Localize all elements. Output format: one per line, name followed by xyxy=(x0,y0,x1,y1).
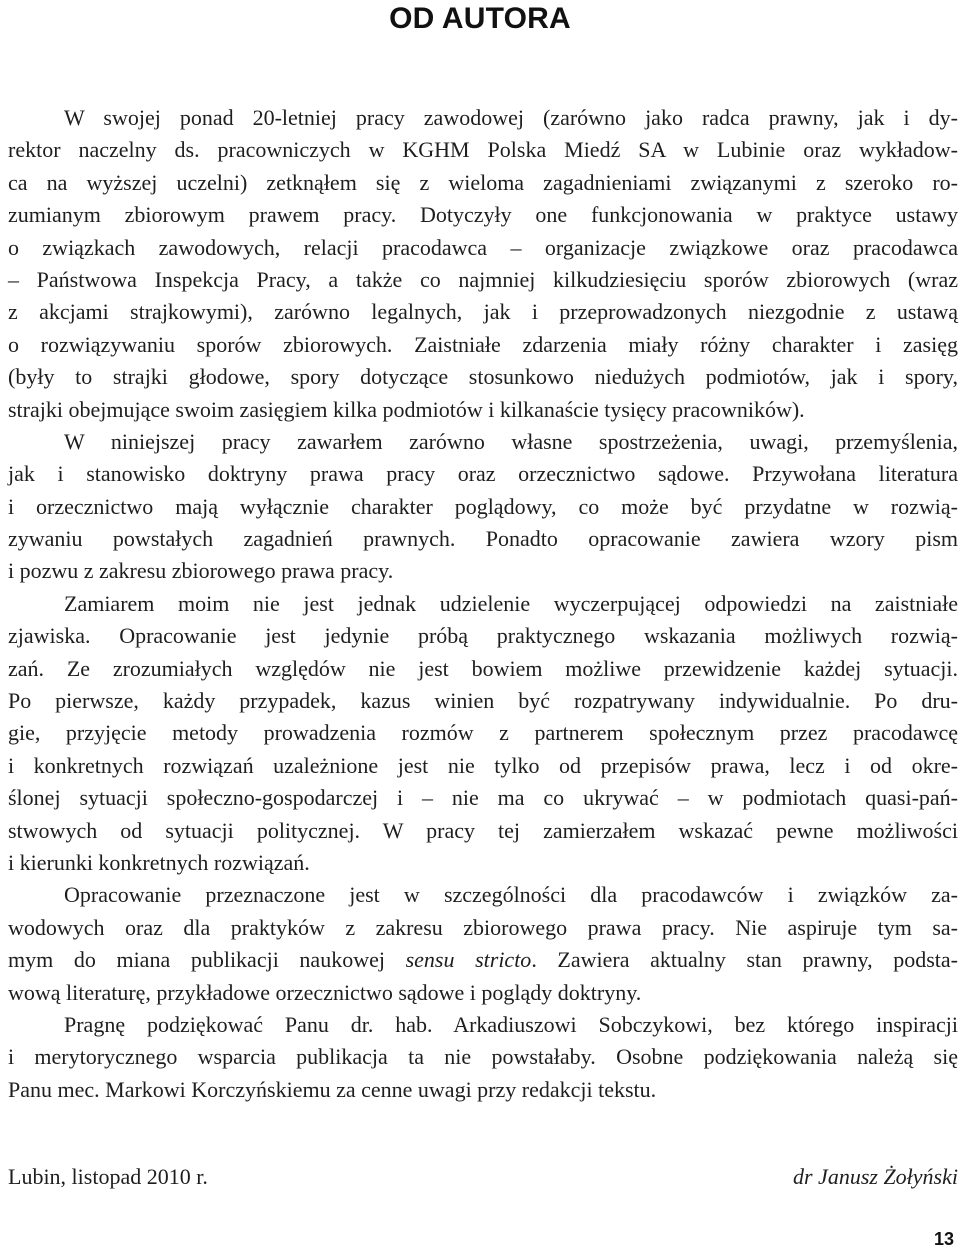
paragraph xyxy=(8,426,958,588)
text-line: Opracowanie przeznaczone jest w szczególności dla pracodawców i związków za- xyxy=(64,882,958,908)
text-line: jak i stanowisko doktryny prawa pracy oraz orzecznictwo sądowe. Przywołana literatura xyxy=(8,461,958,487)
text-line: i pozwu z zakresu zbiorowego prawa pracy. xyxy=(8,558,394,584)
text-line: ślonej sytuacji społeczno-gospodarczej i – nie ma co ukrywać – w podmiotach quasi-pań- xyxy=(8,785,958,811)
text-line: – Państwowa Inspekcja Pracy, a także co najmniej kilkudziesięciu sporów zbiorowych (wraz xyxy=(8,266,958,292)
text-line: i orzecznictwo mają wyłącznie charakter poglądowy, co może być przydatne w rozwią- xyxy=(8,493,958,519)
page-title: OD AUTORA xyxy=(389,2,571,35)
text-line: zywaniu powstałych zagadnień prawnych. Ponadto opracowanie zawiera wzory pism xyxy=(8,526,958,552)
text-line: Pragnę podziękować Panu dr. hab. Arkadiuszowi Sobczykowi, bez którego inspiracji xyxy=(64,1011,958,1037)
text-line: o związkach zawodowych, relacji pracodawca – organizacje związkowe oraz pracodawca xyxy=(8,234,958,260)
paragraph xyxy=(8,1009,958,1106)
text-line: ca na wyższej uczelni) zetknąłem się z wieloma zagadnieniami związanymi z szeroko ro- xyxy=(8,169,958,195)
text-line: zumianym zbiorowym prawem pracy. Dotyczyły one funkcjonowania w praktyce ustawy xyxy=(8,202,958,228)
text-line: i kierunki konkretnych rozwiązań. xyxy=(8,849,310,875)
text-line: zjawiska. Opracowanie jest jedynie próbą praktycznego wskazania możliwych rozwią- xyxy=(8,623,958,649)
author-signature: dr Janusz Żołyński xyxy=(793,1164,958,1189)
text-line: W swojej ponad 20-letniej pracy zawodowej (zarówno jako radca prawny, jak i dy- xyxy=(64,105,958,130)
body-text xyxy=(8,102,958,1106)
paragraph xyxy=(8,588,958,880)
text-line: W niniejszej pracy zawarłem zarówno własne spostrzeżenia, uwagi, przemyślenia, xyxy=(64,428,958,454)
paragraph xyxy=(8,879,958,1009)
text-line: mym do miana publikacji naukowej sensu stricto. Zawiera aktualny stan prawny, podsta- xyxy=(8,947,958,973)
page-number: 13 xyxy=(933,1229,954,1249)
text-line: o rozwiązywaniu sporów zbiorowych. Zaistniałe zdarzenia miały różny charakter i zasięg xyxy=(8,331,958,357)
paragraph xyxy=(8,102,958,426)
text-line: (były to strajki głodowe, spory dotyczące stosunkowo niedużych podmiotów, jak i spory, xyxy=(8,364,958,390)
place-date: Lubin, listopad 2010 r. xyxy=(8,1164,208,1189)
latin-phrase: sensu stricto xyxy=(405,947,532,973)
text-line: z akcjami strajkowymi), zarówno legalnych, jak i przeprowadzonych niezgodnie z ustawą xyxy=(8,299,958,325)
text-line: i konkretnych rozwiązań uzależnione jest nie tylko od przepisów prawa, lecz i od okre- xyxy=(8,752,958,778)
text-line: wodowych oraz dla praktyków z zakresu zbiorowego prawa pracy. Nie aspiruje tym sa- xyxy=(8,914,958,940)
text-line: gie, przyjęcie metody prowadzenia rozmów z partnerem społecznym przez pracodawcę xyxy=(8,720,958,746)
text-line: Panu mec. Markowi Korczyńskiemu za cenne uwagi przy redakcji tekstu. xyxy=(8,1076,657,1102)
text-line: strajki obejmujące swoim zasięgiem kilka podmiotów i kilkanaście tysięcy pracowników). xyxy=(8,396,805,422)
signature-row xyxy=(8,1161,958,1193)
text-line: Po pierwsze, każdy przypadek, kazus winien być rozpatrywany indywidualnie. Po dru- xyxy=(8,688,958,714)
text-line: zań. Ze zrozumiałych względów nie jest bowiem możliwe przewidzenie każdej sytuacji. xyxy=(8,655,958,681)
text-line: i merytorycznego wsparcia publikacja ta nie powstałaby. Osobne podziękowania należą się xyxy=(8,1044,958,1070)
text-line: rektor naczelny ds. pracowniczych w KGHM Polska Miedź SA w Lubinie oraz wykładow- xyxy=(8,137,958,163)
text-line: wową literaturę, przykładowe orzecznictwo sądowe i poglądy doktryny. xyxy=(8,979,642,1005)
text-line: stwowych od sytuacji politycznej. W pracy tej zamierzałem wskazać pewne możliwości xyxy=(8,817,958,843)
text-line: Zamiarem moim nie jest jednak udzielenie wyczerpującej odpowiedzi na zaistniałe xyxy=(64,590,958,616)
